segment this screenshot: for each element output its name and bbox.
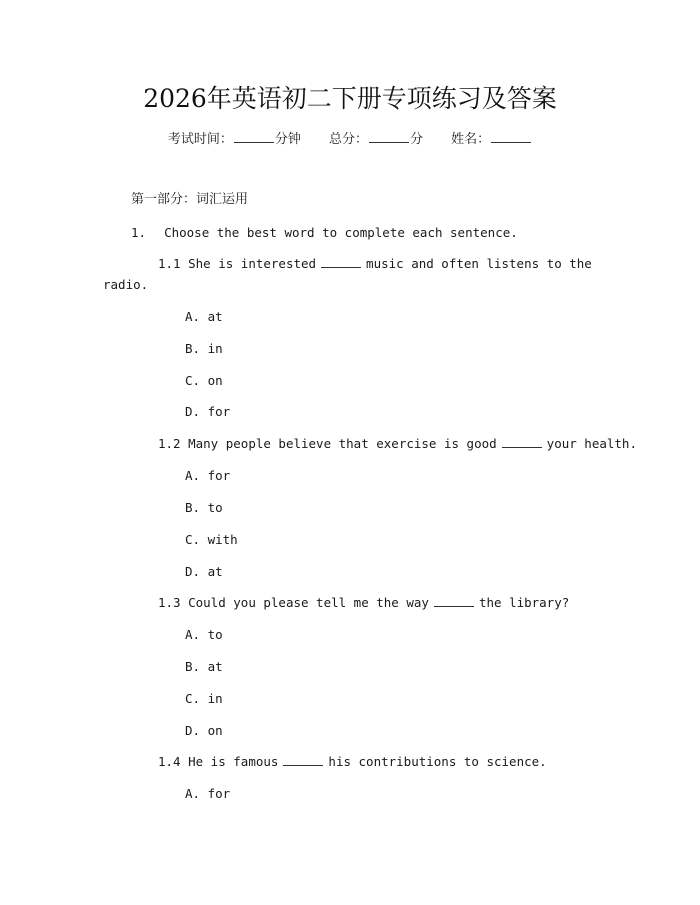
question-item [158, 752, 547, 772]
score-blank [369, 130, 409, 143]
question-item [158, 593, 569, 613]
time-label: 考试时间： [167, 132, 233, 147]
option: D. for [185, 404, 231, 419]
time-blank [234, 130, 274, 143]
name-blank [491, 130, 531, 143]
question-number: 1. [131, 225, 147, 240]
answer-blank [321, 255, 361, 268]
option: C. in [185, 691, 223, 706]
time-field [168, 132, 305, 147]
item-number: 1.3 [158, 595, 181, 610]
option: A. for [185, 786, 231, 801]
option: B. to [185, 500, 223, 515]
answer-blank [502, 435, 542, 448]
question-item [158, 434, 637, 454]
item-text-after: the library? [478, 595, 570, 610]
question-text: Choose the best word to complete each sentence. [164, 225, 518, 240]
item-text-before: Could you please tell me the way [188, 595, 429, 610]
item-text-after: music and often listens to the [366, 256, 592, 271]
option: D. at [185, 564, 223, 579]
page-title: 2026年英语初二下册专项练习及答案 [143, 84, 557, 113]
item-text-after: your health. [546, 436, 637, 451]
option: C. on [185, 373, 223, 388]
option: C. with [185, 532, 238, 547]
option: B. in [185, 341, 223, 356]
item-number: 1.2 [158, 436, 181, 451]
item-number: 1.1 [158, 256, 181, 271]
answer-blank [434, 594, 474, 607]
score-field [329, 132, 427, 147]
name-label: 姓名： [451, 132, 491, 147]
item-text-before: He is famous [188, 754, 279, 769]
question-item [158, 254, 592, 274]
name-field [451, 132, 532, 147]
time-unit: 分钟 [274, 132, 301, 147]
option: B. at [185, 659, 223, 674]
item-text-after: his contributions to science. [328, 754, 547, 769]
option: D. on [185, 723, 223, 738]
item-number: 1.4 [158, 754, 181, 769]
item-text-before: Many people believe that exercise is good [188, 436, 497, 451]
option: A. to [185, 627, 223, 642]
exam-meta [0, 130, 700, 150]
option: A. for [185, 468, 231, 483]
option: A. at [185, 309, 223, 324]
score-label: 总分： [328, 132, 368, 147]
item-text-before: She is interested [188, 256, 317, 271]
item-continuation: radio. [103, 277, 149, 292]
question-heading [131, 223, 518, 243]
answer-blank [283, 753, 323, 766]
section-title: 第一部分：词汇运用 [131, 192, 249, 207]
score-unit: 分 [410, 132, 424, 147]
